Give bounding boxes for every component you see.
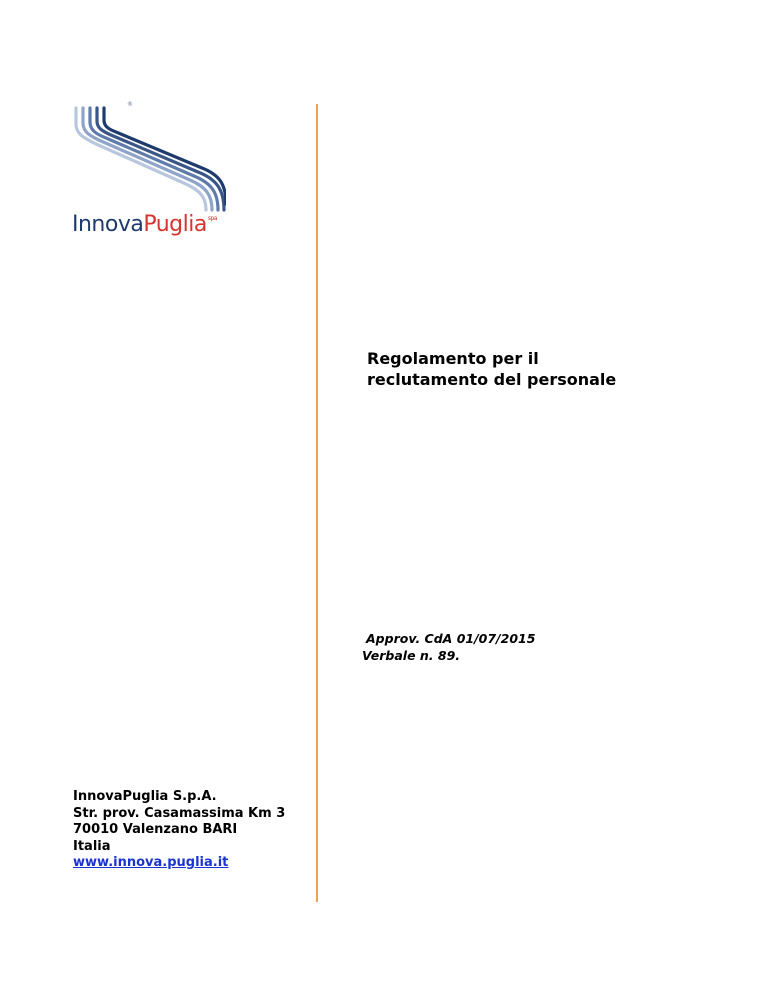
company-city: 70010 Valenzano BARI	[73, 822, 238, 837]
company-address	[73, 789, 285, 872]
document-title-line-1: Regolamento per il	[367, 349, 539, 368]
company-website-link[interactable]: www.innova.puglia.it	[73, 855, 229, 870]
approval-note	[362, 630, 536, 664]
vertical-divider	[316, 104, 318, 902]
innovapuglia-logo	[66, 100, 256, 245]
logo-wordmark	[72, 212, 217, 237]
approval-minutes: Verbale n. 89.	[362, 648, 461, 663]
logo-stripes-icon	[66, 100, 226, 212]
company-street: Str. prov. Casamassima Km 3	[73, 805, 286, 821]
logo-word-innova: Innova	[72, 212, 144, 237]
company-name: InnovaPuglia S.p.A.	[73, 789, 217, 804]
company-country: Italia	[73, 838, 111, 854]
registered-mark: ®	[127, 101, 133, 108]
document-title	[367, 348, 697, 390]
logo-word-puglia: Puglia	[143, 212, 207, 237]
logo-word-spa: spa	[207, 215, 217, 222]
approval-date: Approv. CdA 01/07/2015	[366, 631, 536, 646]
document-title-line-2: reclutamento del personale	[367, 370, 617, 389]
